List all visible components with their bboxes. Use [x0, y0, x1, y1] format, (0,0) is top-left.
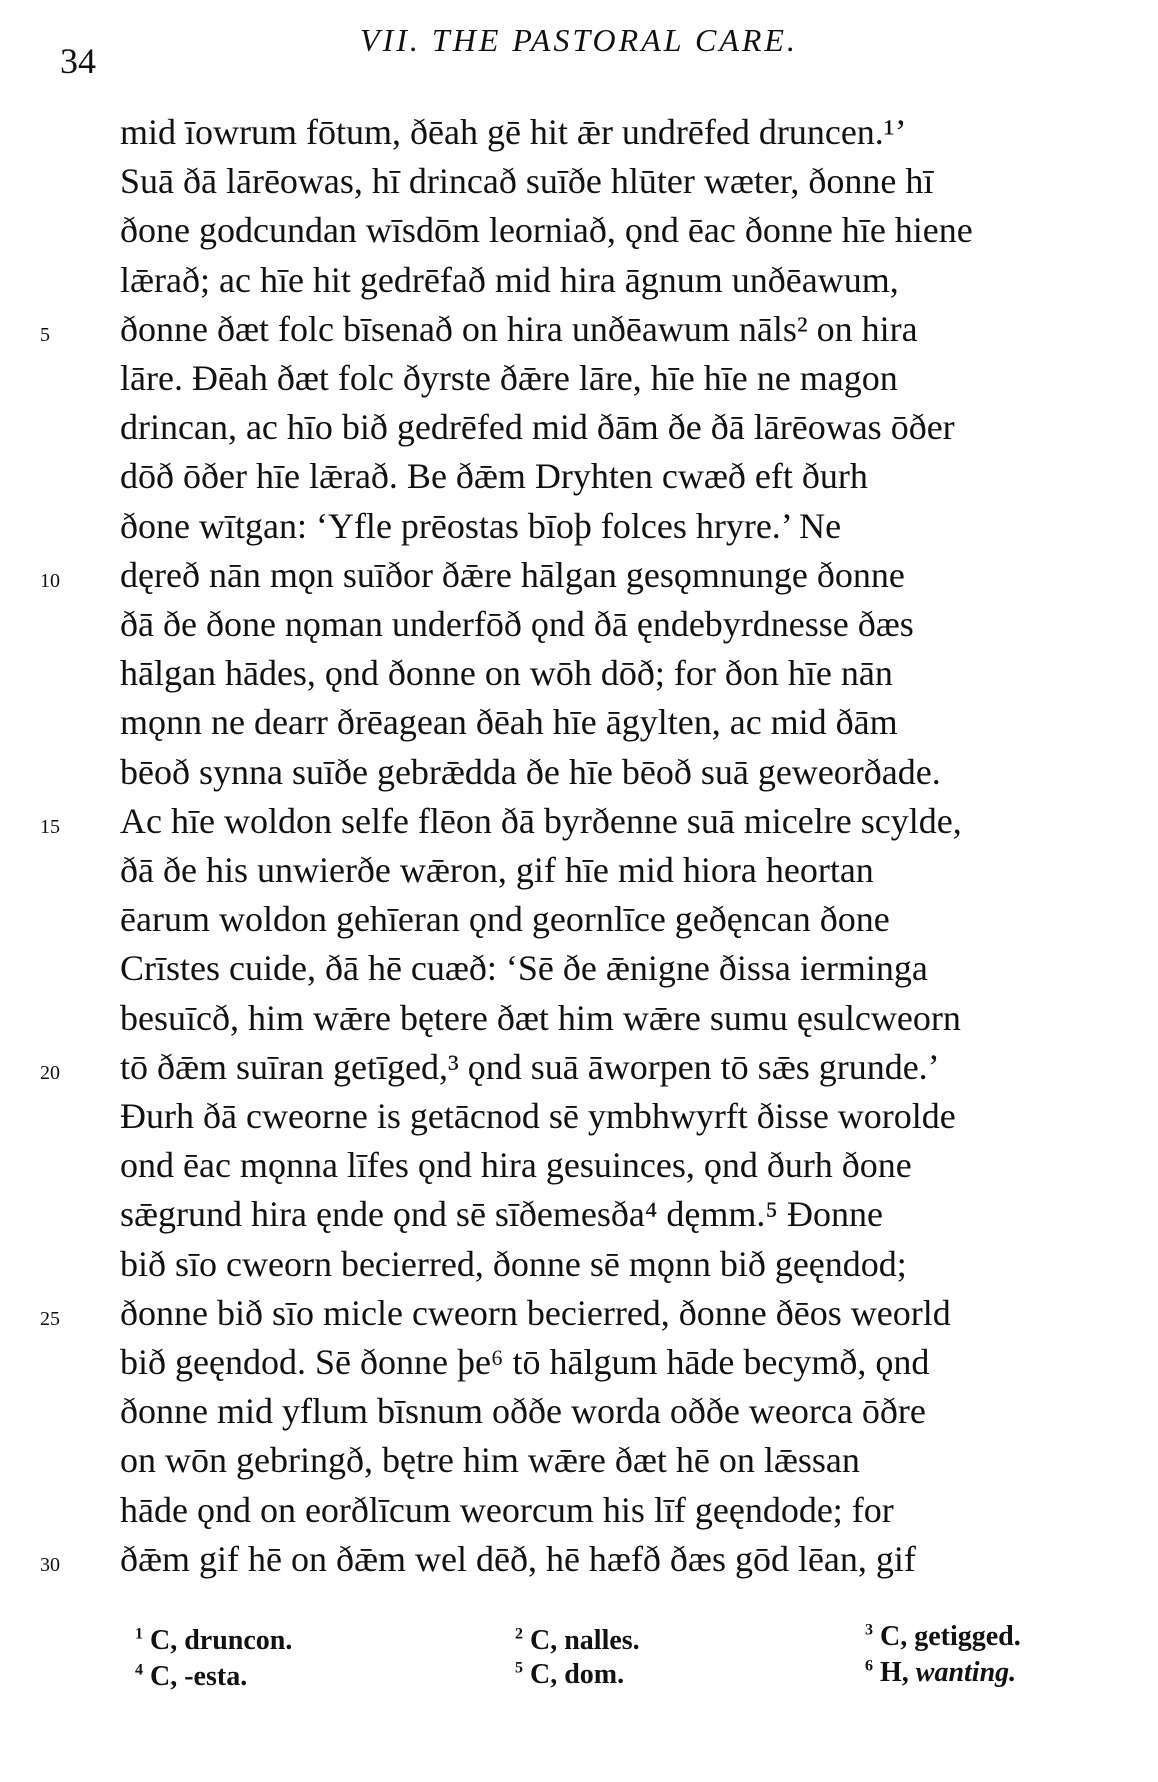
footnote-5: $^5$ C, dom. — [515, 1659, 625, 1690]
line-text: ēarum woldon gehīeran ǫnd geornlīce geðęncan ðone — [120, 899, 890, 940]
line-text: ond ēac mǫnna līfes ǫnd hira gesuinces, ǫnd ðurh ðone — [120, 1145, 912, 1186]
line-text: lǣrað; ac hīe hit gedrēfað mid hira āgnum unðēawum, — [120, 259, 899, 300]
line-text: ðonne bið sīo micle cweorn becierred, ðonne ðēos weorld — [120, 1292, 951, 1333]
line-text: ðā ðe his unwierðe wǣron, gif hīe mid hiora heortan — [120, 850, 874, 890]
line-text: Crīstes cuide, ðā hē cuæð: ‘Sē ðe ǣnigne ðissa ierminga — [120, 948, 928, 989]
line-text: ðā ðe ðone nǫman underfōð ǫnd ðā ęndebyrdnesse ðæs — [120, 604, 914, 644]
line-text: bēoð synna suīðe gebrǣdda ðe hīe bēoð suā geweorðade. — [120, 751, 941, 792]
running-head: VII. THE PASTORAL CARE. — [360, 22, 798, 58]
line-number: 20 — [40, 1061, 60, 1084]
line-text: drincan, ac hīo bið gedrēfed mid ðām ðe ðā lārēowas ōðer — [120, 407, 955, 448]
line-text: Ac hīe woldon selfe flēon ðā byrðenne suā micelre scylde, — [120, 800, 962, 841]
line-text: besuīcð, him wǣre bętere ðæt him wǣre sumu ęsulcweorn — [120, 997, 961, 1038]
line-text: ðone wītgan: ‘Yfle prēostas bīoþ folces hryre.’ Ne — [120, 505, 842, 546]
line-text: sǣgrund hira ęnde ǫnd sē sīðemesða⁴ dęmm.⁵ Ðonne — [120, 1194, 883, 1235]
line-text: mid īowrum fōtum, ðēah gē hit ǣr undrēfed druncen.¹’ — [120, 112, 907, 152]
page-number: 34 — [60, 41, 96, 81]
line-text: ðonne mid yflum bīsnum oððe worda oððe weorca ōðre — [120, 1391, 926, 1432]
line-text: dęreð nān mǫn suīðor ðǣre hālgan gesǫmnunge ðonne — [120, 554, 905, 595]
line-text: ðone godcundan wīsdōm leorniað, ǫnd ēac ðonne hīe hiene — [120, 210, 973, 251]
footnote-6: $^6$ H, wanting. — [865, 1657, 1017, 1688]
line-text: dōð ōðer hīe lǣrað. Be ðǣm Dryhten cwæð eft ðurh — [120, 456, 868, 497]
line-number: 5 — [40, 323, 50, 346]
line-text: Ðurh ðā cweorne is getācnod sē ymbhwyrft ðisse worolde — [120, 1096, 956, 1136]
line-text: lāre. Ðēah ðæt folc ðyrste ðǣre lāre, hīe hīe ne magon — [120, 358, 898, 398]
footnote-4: $^4$ C, -esta. — [135, 1661, 248, 1692]
line-text: bið sīo cweorn becierred, ðonne sē mǫnn bið geęndod; — [120, 1243, 907, 1284]
line-text: Suā ðā lārēowas, hī drincað suīðe hlūter wæter, ðonne hī — [120, 161, 934, 202]
line-text: tō ðǣm suīran getīged,³ ǫnd suā āworpen tō sǣs grunde.’ — [120, 1046, 940, 1087]
line-text: hālgan hādes, ǫnd ðonne on wōh dōð; for ðon hīe nān — [120, 653, 893, 694]
line-number: 25 — [40, 1307, 60, 1330]
footnote-3: $^3$ C, getigged. — [865, 1621, 1021, 1652]
line-text: hāde ǫnd on eorðlīcum weorcum his līf geęndode; for — [120, 1489, 894, 1530]
line-text: ðǣm gif hē on ðǣm wel dēð, hē hæfð ðæs gōd lēan, gif — [120, 1538, 916, 1579]
line-text: on wōn gebringð, bętre him wǣre ðæt hē on lǣssan — [120, 1440, 860, 1481]
footnote-2: $^2$ C, nalles. — [515, 1625, 640, 1656]
line-number: 10 — [40, 569, 60, 592]
footnote-1: $^1$ C, druncon. — [135, 1625, 293, 1656]
line-number: 15 — [40, 815, 60, 838]
line-text: mǫnn ne dearr ðrēagean ðēah hīe āgylten, ac mid ðām — [120, 702, 898, 743]
line-text: ðonne ðæt folc bīsenað on hira unðēawum nāls² on hira — [120, 308, 918, 349]
line-text: bið geęndod. Sē ðonne þe⁶ tō hālgum hāde becymð, ǫnd — [120, 1342, 930, 1382]
line-number: 30 — [40, 1553, 60, 1576]
